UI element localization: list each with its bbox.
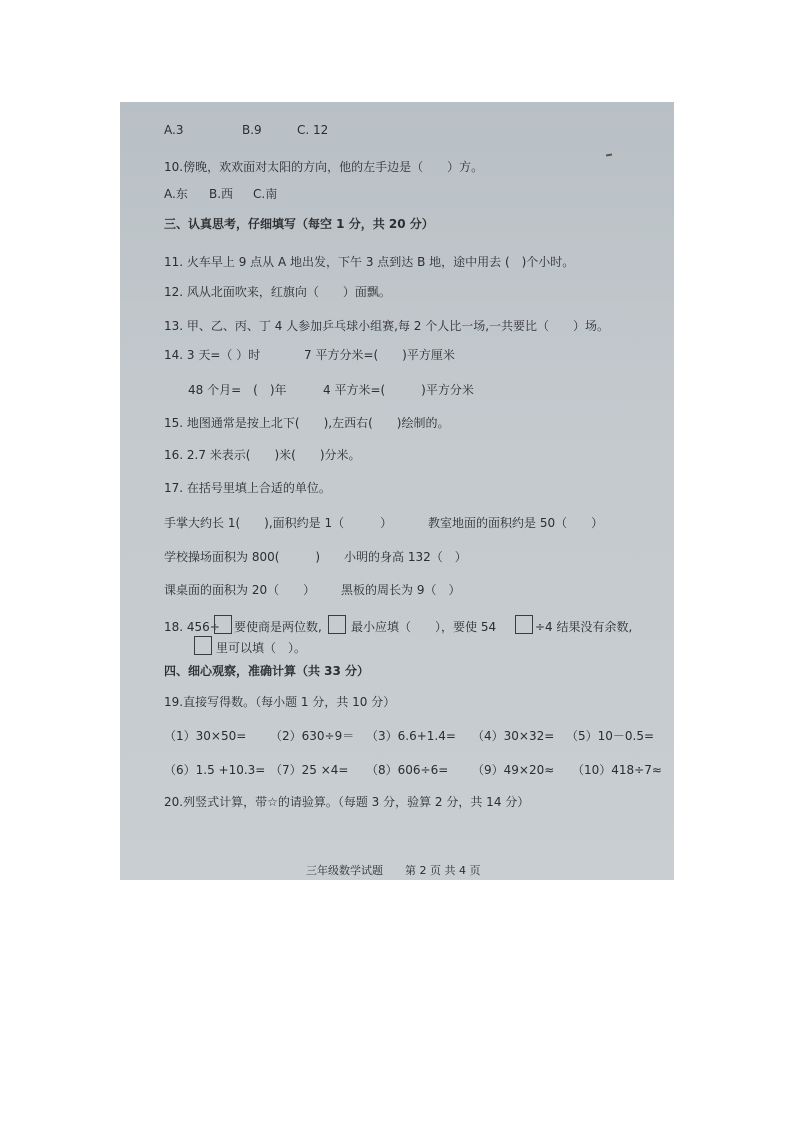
q19-item-8: （8）606÷6= bbox=[366, 763, 449, 777]
q14-b: 7 平方分米=( )平方厘米 bbox=[304, 348, 455, 362]
q19-item-6: （6）1.5 +10.3= bbox=[164, 763, 266, 777]
q10-option-b: B.西 bbox=[209, 187, 234, 201]
q18-part-5: 里可以填（ ）。 bbox=[216, 641, 307, 655]
q18-blank-box-3 bbox=[515, 615, 533, 634]
q18-blank-box-4 bbox=[194, 636, 212, 655]
q18-blank-box-2 bbox=[328, 615, 346, 634]
q19-item-3: （3）6.6+1.4= bbox=[366, 729, 456, 743]
q12-text: 12. 风从北面吹来，红旗向（ ）面飘。 bbox=[164, 285, 391, 299]
scanned-exam-page bbox=[120, 102, 674, 880]
pen-mark bbox=[606, 153, 612, 156]
q14-c: 48 个月= ( )年 bbox=[188, 383, 287, 397]
q18-part-4: ÷4 结果没有余数, bbox=[535, 620, 633, 634]
q19-item-1: （1）30×50= bbox=[164, 729, 247, 743]
q17-c: 学校操场面积为 800( ) bbox=[164, 550, 321, 564]
q16-text: 16. 2.7 米表示( )米( )分米。 bbox=[164, 448, 361, 462]
q18-blank-box-1 bbox=[214, 615, 232, 634]
q19-item-7: （7）25 ×4= bbox=[270, 763, 349, 777]
q17-e: 课桌面的面积为 20（ ） bbox=[164, 583, 316, 597]
section-3-title: 三、认真思考，仔细填写（每空 1 分，共 20 分） bbox=[164, 217, 434, 231]
q19-item-10: （10）418÷7≈ bbox=[572, 763, 662, 777]
q10-text: 10.傍晚，欢欢面对太阳的方向，他的左手边是（ ）方。 bbox=[164, 160, 484, 174]
q14-d: 4 平方米=( )平方分米 bbox=[323, 383, 474, 397]
q15-text: 15. 地图通常是按上北下( ),左西右( )绘制的。 bbox=[164, 416, 450, 430]
q18-part-1: 18. 456÷ bbox=[164, 620, 220, 634]
q18-part-2: 要使商是两位数, bbox=[234, 620, 322, 634]
q13-text: 13. 甲、乙、丙、丁 4 人参加乒乓球小组赛,每 2 个人比一场,一共要比（ ）场。 bbox=[164, 319, 610, 333]
q9-option-a: A.3 bbox=[164, 123, 184, 137]
q17-a: 手掌大约长 1( ),面积约是 1（ ） bbox=[164, 516, 393, 530]
q9-option-c: C. 12 bbox=[297, 123, 329, 137]
q19-item-9: （9）49×20≈ bbox=[472, 763, 555, 777]
q14-a: 14. 3 天=（ ）时 bbox=[164, 348, 261, 362]
q9-option-b: B.9 bbox=[242, 123, 262, 137]
q17-d: 小明的身高 132（ ） bbox=[344, 550, 467, 564]
q19-item-2: （2）630÷9＝ bbox=[270, 729, 355, 743]
q19-item-5: （5）10－0.5= bbox=[566, 729, 655, 743]
q10-option-c: C.南 bbox=[253, 187, 278, 201]
q10-option-a: A.东 bbox=[164, 187, 188, 201]
section-4-title: 四、细心观察，准确计算（共 33 分） bbox=[164, 664, 370, 678]
q17-b: 教室地面的面积约是 50（ ） bbox=[428, 516, 604, 530]
q19-title: 19.直接写得数。（每小题 1 分，共 10 分） bbox=[164, 695, 396, 709]
q11-text: 11. 火车早上 9 点从 A 地出发，下午 3 点到达 B 地，途中用去 ( )个小时。 bbox=[164, 255, 575, 269]
q18-part-3: 最小应填（ ），要使 54 bbox=[351, 620, 497, 634]
q17-f: 黑板的周长为 9（ ） bbox=[341, 583, 461, 597]
q19-item-4: （4）30×32= bbox=[472, 729, 555, 743]
q17-title: 17. 在括号里填上合适的单位。 bbox=[164, 481, 331, 495]
footer-text: 三年级数学试题 第 2 页 共 4 页 bbox=[306, 864, 481, 877]
q20-text: 20.列竖式计算，带☆的请验算。（每题 3 分，验算 2 分，共 14 分） bbox=[164, 795, 530, 809]
